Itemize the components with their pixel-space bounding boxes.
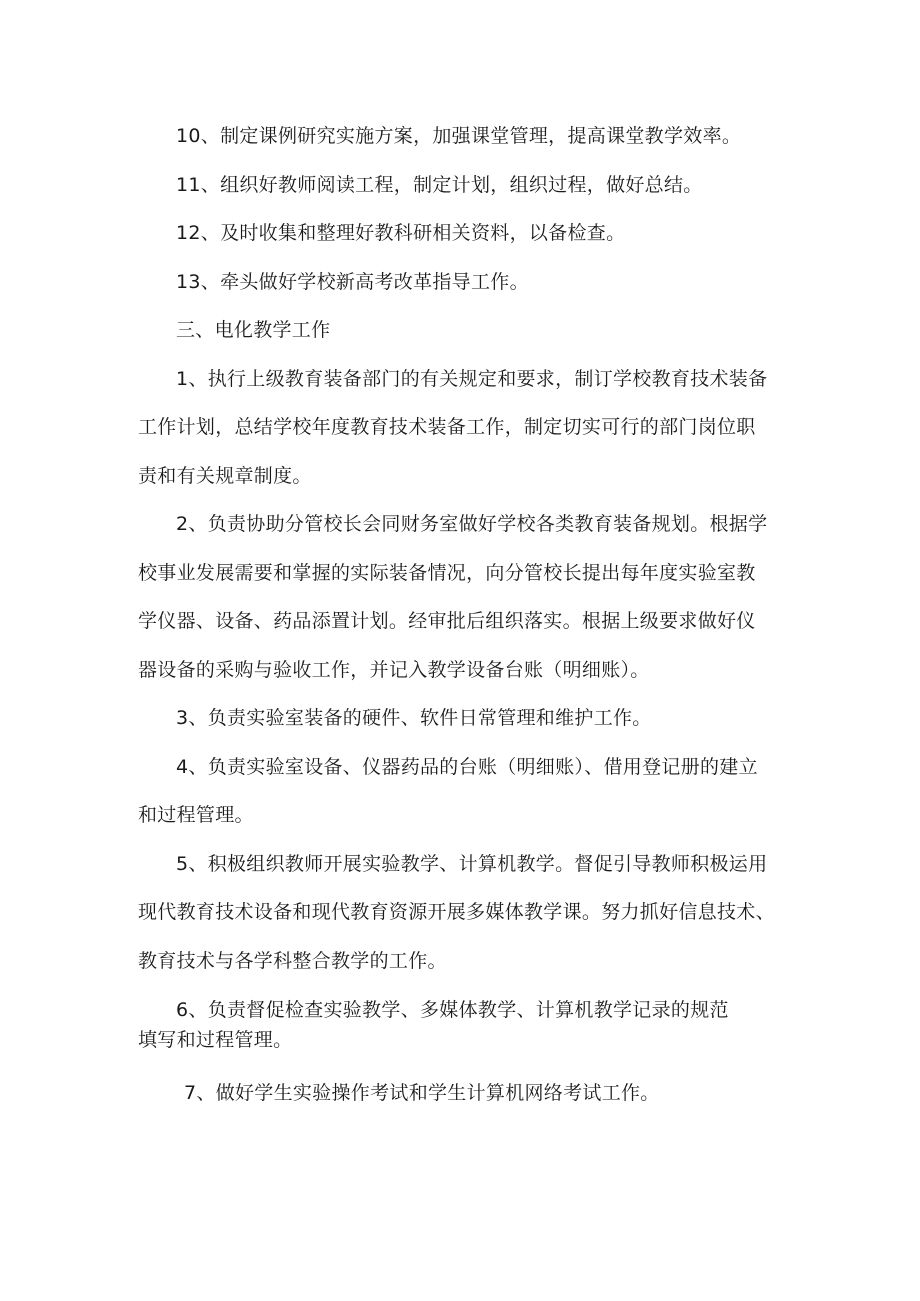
text-line: 校事业发展需要和掌握的实际装备情况，向分管校长提出每年度实验室教 — [138, 562, 756, 584]
text-line: 3、负责实验室装备的硬件、软件日常管理和维护工作。 — [176, 707, 652, 729]
text-line: 2、负责协助分管校长会同财务室做好学校各类教育装备规划。根据学 — [176, 513, 768, 535]
text-line: 工作计划，总结学校年度教育技术装备工作，制定切实可行的部门岗位职 — [138, 416, 756, 438]
text-line: 11、组织好教师阅读工程，制定计划，组织过程，做好总结。 — [176, 174, 703, 196]
text-line: 现代教育技术设备和现代教育资源开展多媒体教学课。努力抓好信息技术、 — [138, 901, 775, 923]
text-line: 12、及时收集和整理好教科研相关资料，以备检查。 — [176, 222, 626, 244]
text-line: 填写和过程管理。 — [138, 1029, 293, 1051]
text-line: 4、负责实验室设备、仪器药品的台账（明细账）、借用登记册的建立 — [176, 756, 758, 778]
text-line: 6、负责督促检查实验教学、多媒体教学、计算机教学记录的规范 — [176, 999, 729, 1021]
text-line: 和过程管理。 — [138, 804, 254, 826]
text-line: 责和有关规章制度。 — [138, 465, 312, 487]
text-line: 10、制定课例研究实施方案，加强课堂管理，提高课堂教学效率。 — [176, 125, 742, 147]
text-line: 教育技术与各学科整合教学的工作。 — [138, 950, 447, 972]
text-line: 器设备的采购与验收工作，并记入教学设备台账（明细账）。 — [138, 659, 650, 681]
text-line: 5、积极组织教师开展实验教学、计算机教学。督促引导教师积极运用 — [176, 853, 768, 875]
text-line: 7、做好学生实验操作考试和学生计算机网络考试工作。 — [184, 1082, 660, 1104]
text-line: 学仪器、设备、药品添置计划。经审批后组织落实。根据上级要求做好仪 — [138, 610, 756, 632]
section-heading: 三、电化教学工作 — [176, 319, 331, 341]
text-line: 1、执行上级教育装备部门的有关规定和要求，制订学校教育技术装备 — [176, 368, 768, 390]
text-line: 13、牵头做好学校新高考改革指导工作。 — [176, 271, 529, 293]
